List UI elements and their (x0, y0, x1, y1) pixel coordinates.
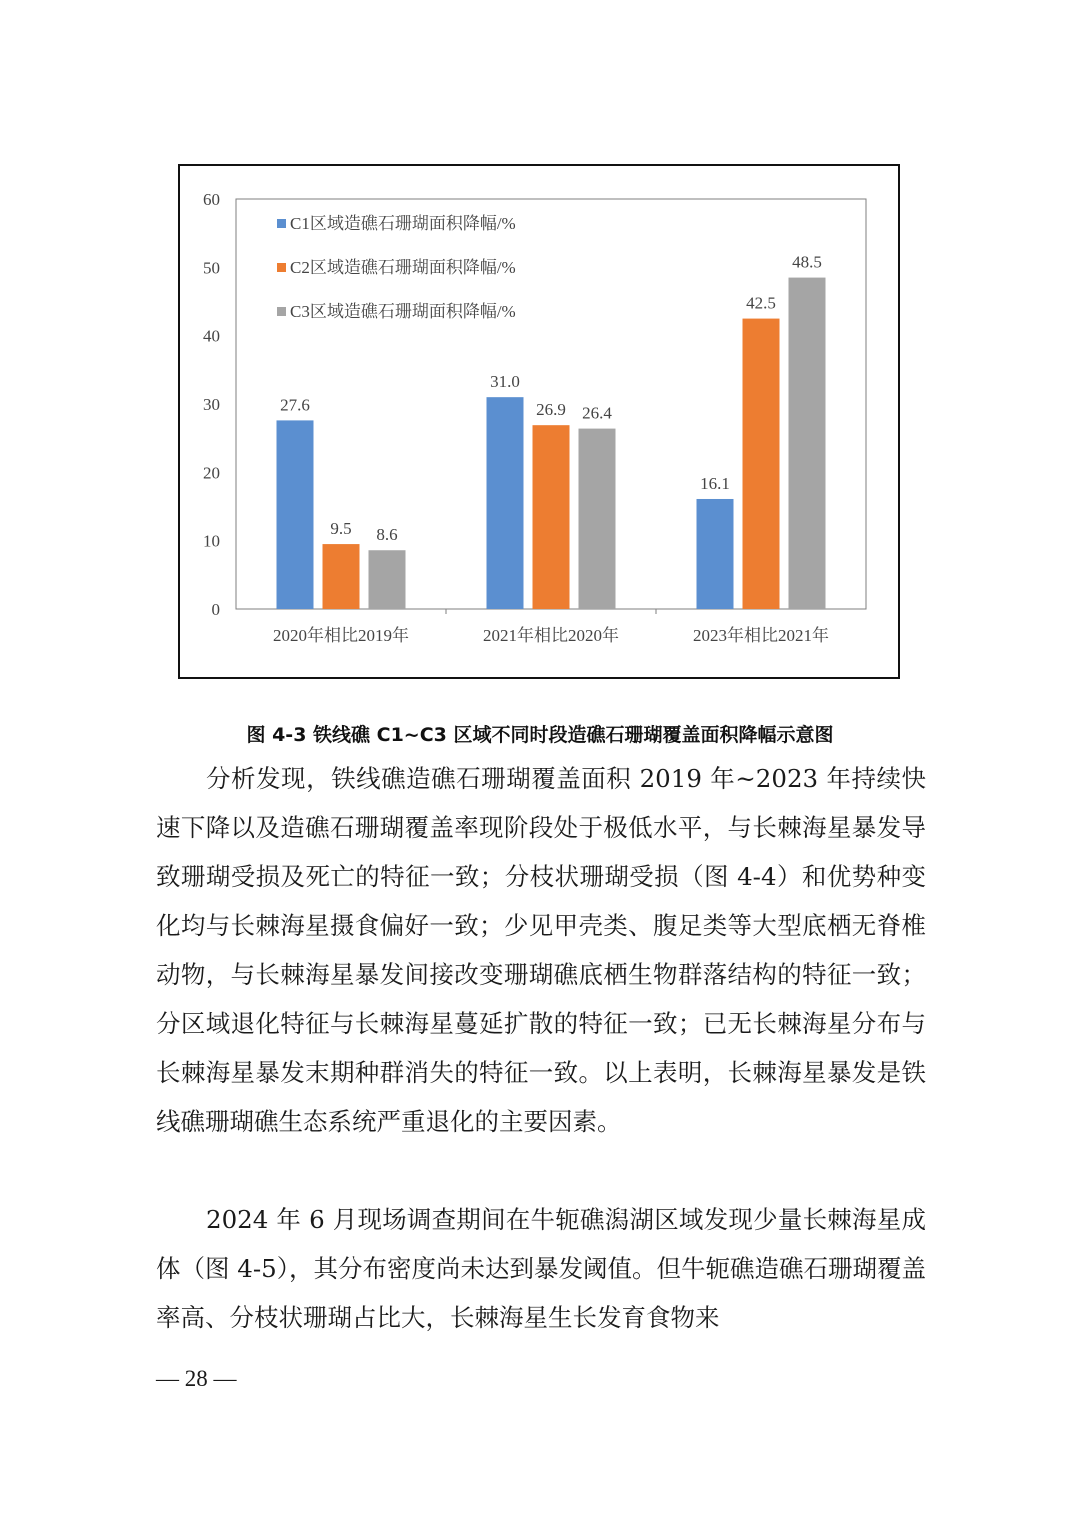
chart-frame (178, 164, 900, 679)
y-tick-label: 40 (203, 326, 220, 346)
x-tick-label: 2020年相比2019年 (273, 626, 409, 645)
legend-label: C2区域造礁石珊瑚面积降幅/% (290, 258, 516, 277)
y-tick-label: 10 (203, 531, 220, 551)
data-label: 26.9 (536, 400, 566, 420)
y-tick-label: 20 (203, 463, 220, 483)
data-label: 31.0 (490, 372, 520, 392)
bar-chart (180, 166, 898, 677)
data-label: 8.6 (376, 525, 398, 545)
bar (277, 420, 314, 609)
data-label: 42.5 (746, 293, 776, 313)
bar (533, 425, 570, 609)
bar (487, 397, 524, 609)
data-label: 26.4 (582, 403, 612, 423)
y-tick-label: 60 (203, 190, 220, 209)
body-paragraph-1: 分析发现，铁线礁造礁石珊瑚覆盖面积 2019 年~2023 年持续快速下降以及造礁石珊瑚覆盖率现阶段处于极低水平，与长棘海星暴发导致珊瑚受损及死亡的特征一致；分枝状珊瑚受损（图 4-4）和优势种变化均与长棘海星摄食偏好一致；少见甲壳类、腹足类等大型底栖无脊椎动物，与长棘海星暴发间接改变珊瑚礁底栖生物群落结构的特征一致；分区域退化特征与长棘海星蔓延扩散的特征一致；已无长棘海星分布与长棘海星暴发末期种群消失的特征一致。以上表明，长棘海星暴发是铁线礁珊瑚礁生态系统严重退化的主要因素。 (156, 764, 926, 1136)
figure-caption: 图 4-3 铁线礁 C1~C3 区域不同时段造礁石珊瑚覆盖面积降幅示意图 (246, 724, 834, 746)
data-label: 16.1 (700, 473, 730, 493)
legend-label: C1区域造礁石珊瑚面积降幅/% (290, 214, 516, 233)
bar (579, 429, 616, 609)
legend-label: C3区域造礁石珊瑚面积降幅/% (290, 302, 516, 321)
data-label: 9.5 (330, 519, 352, 539)
legend-swatch (277, 307, 286, 316)
legend-swatch (277, 219, 286, 228)
y-tick-label: 0 (211, 600, 220, 619)
x-tick-label: 2023年相比2021年 (693, 626, 829, 645)
bar (789, 278, 826, 609)
page-number: — 28 — (156, 1366, 237, 1391)
data-label: 27.6 (280, 395, 310, 415)
bar (743, 319, 780, 609)
bar (369, 550, 406, 609)
y-tick-label: 30 (203, 395, 220, 414)
bar (323, 544, 360, 609)
legend-swatch (277, 263, 286, 272)
data-label: 48.5 (792, 252, 822, 272)
bar (697, 499, 734, 609)
x-tick-label: 2021年相比2020年 (483, 626, 619, 645)
body-paragraph-2: 2024 年 6 月现场调查期间在牛轭礁潟湖区域发现少量长棘海星成体（图 4-5），其分布密度尚未达到暴发阈值。但牛轭礁造礁石珊瑚覆盖率高、分枝状珊瑚占比大，长棘海星生长发育食物来 (156, 1205, 926, 1332)
y-tick-label: 50 (203, 258, 220, 278)
